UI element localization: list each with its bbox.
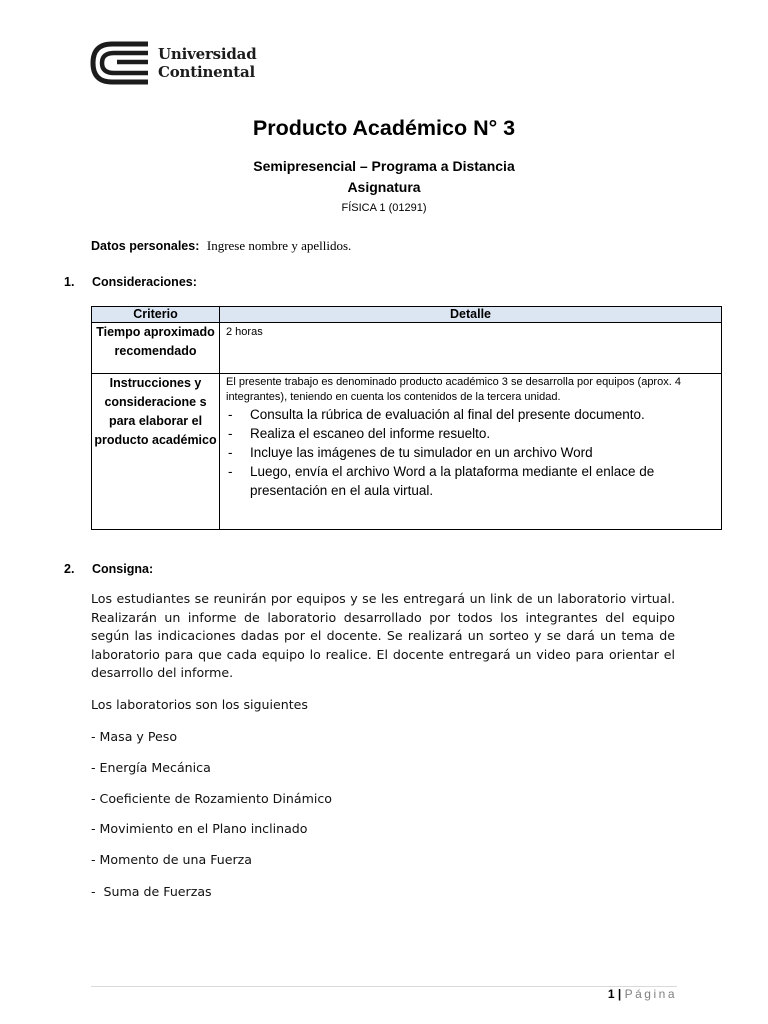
row2-criterio: Instrucciones y consideracione s para elaborar el producto académico <box>92 374 220 530</box>
table-row <box>92 323 722 374</box>
list-item: - Realiza el escaneo del informe resuelto. <box>226 424 717 443</box>
row1-criterio: Tiempo aproximado recomendado <box>92 323 220 374</box>
page-footer <box>0 987 677 1001</box>
row2-intro: El presente trabajo es denominado producto académico 3 se desarrolla por equipos (aprox. 4 integrantes), teniendo en cuenta los contenidos de la tercera unidad. <box>226 376 681 403</box>
modality-subtitle: Semipresencial – Programa a Distancia <box>253 158 515 174</box>
personal-data-label: Datos personales: <box>91 239 200 253</box>
row2-detalle <box>220 374 722 530</box>
row1-detalle: 2 horas <box>220 323 722 374</box>
university-logo <box>90 41 260 85</box>
personal-data <box>91 238 351 254</box>
page-label: Página <box>624 987 677 1001</box>
section-2-title: Consigna: <box>92 562 154 576</box>
table-row <box>92 374 722 530</box>
consigna-paragraph: Los estudiantes se reunirán por equipos y se les entregará un link de un laboratorio virtual. Realizarán un informe de laboratorio desarrollado por todos los integrantes del equipo según las indicaciones dadas por el docente. Se realizará un sorteo y se dará un tema de laboratorio para que cada equipo lo realice. El docente entregará un video para orientar el desarrollo del informe. <box>91 591 675 681</box>
list-item: - Movimiento en el Plano inclinado <box>91 821 308 836</box>
list-item: - Suma de Fuerzas <box>91 884 212 899</box>
header-criterio: Criterio <box>92 307 220 323</box>
list-item: - Incluye las imágenes de tu simulador en un archivo Word <box>226 443 717 462</box>
logo-line-1: Universidad <box>158 45 257 63</box>
list-item: - Momento de una Fuerza <box>91 852 252 867</box>
university-logo-icon <box>90 41 152 85</box>
table-header-row <box>92 307 722 323</box>
list-item: - Coeficiente de Rozamiento Dinámico <box>91 791 332 806</box>
logo-line-2: Continental <box>158 63 255 81</box>
header-detalle: Detalle <box>220 307 722 323</box>
list-item: - Energía Mecánica <box>91 760 211 775</box>
subject-label: Asignatura <box>347 179 421 195</box>
section-1-title: Consideraciones: <box>92 275 197 289</box>
section-2-number: 2. <box>64 562 75 576</box>
labs-intro: Los laboratorios son los siguientes <box>91 697 308 712</box>
list-item: - Consulta la rúbrica de evaluación al final del presente documento. <box>226 405 717 424</box>
list-item: - Luego, envía el archivo Word a la plataforma mediante el enlace de presentación en el aula virtual. <box>226 462 717 500</box>
section-1-heading <box>64 275 197 289</box>
instructions-list <box>226 405 717 500</box>
personal-data-value: Ingrese nombre y apellidos. <box>206 238 352 253</box>
document-title: Producto Académico N° 3 <box>252 116 516 140</box>
section-1-number: 1. <box>64 275 75 289</box>
list-item: - Masa y Peso <box>91 729 178 744</box>
course-name: FÍSICA 1 (01291) <box>341 202 427 214</box>
criteria-table <box>91 306 722 530</box>
footer-separator: | <box>617 987 622 1001</box>
page-number: 1 <box>607 987 615 1001</box>
section-2-heading <box>64 562 153 576</box>
